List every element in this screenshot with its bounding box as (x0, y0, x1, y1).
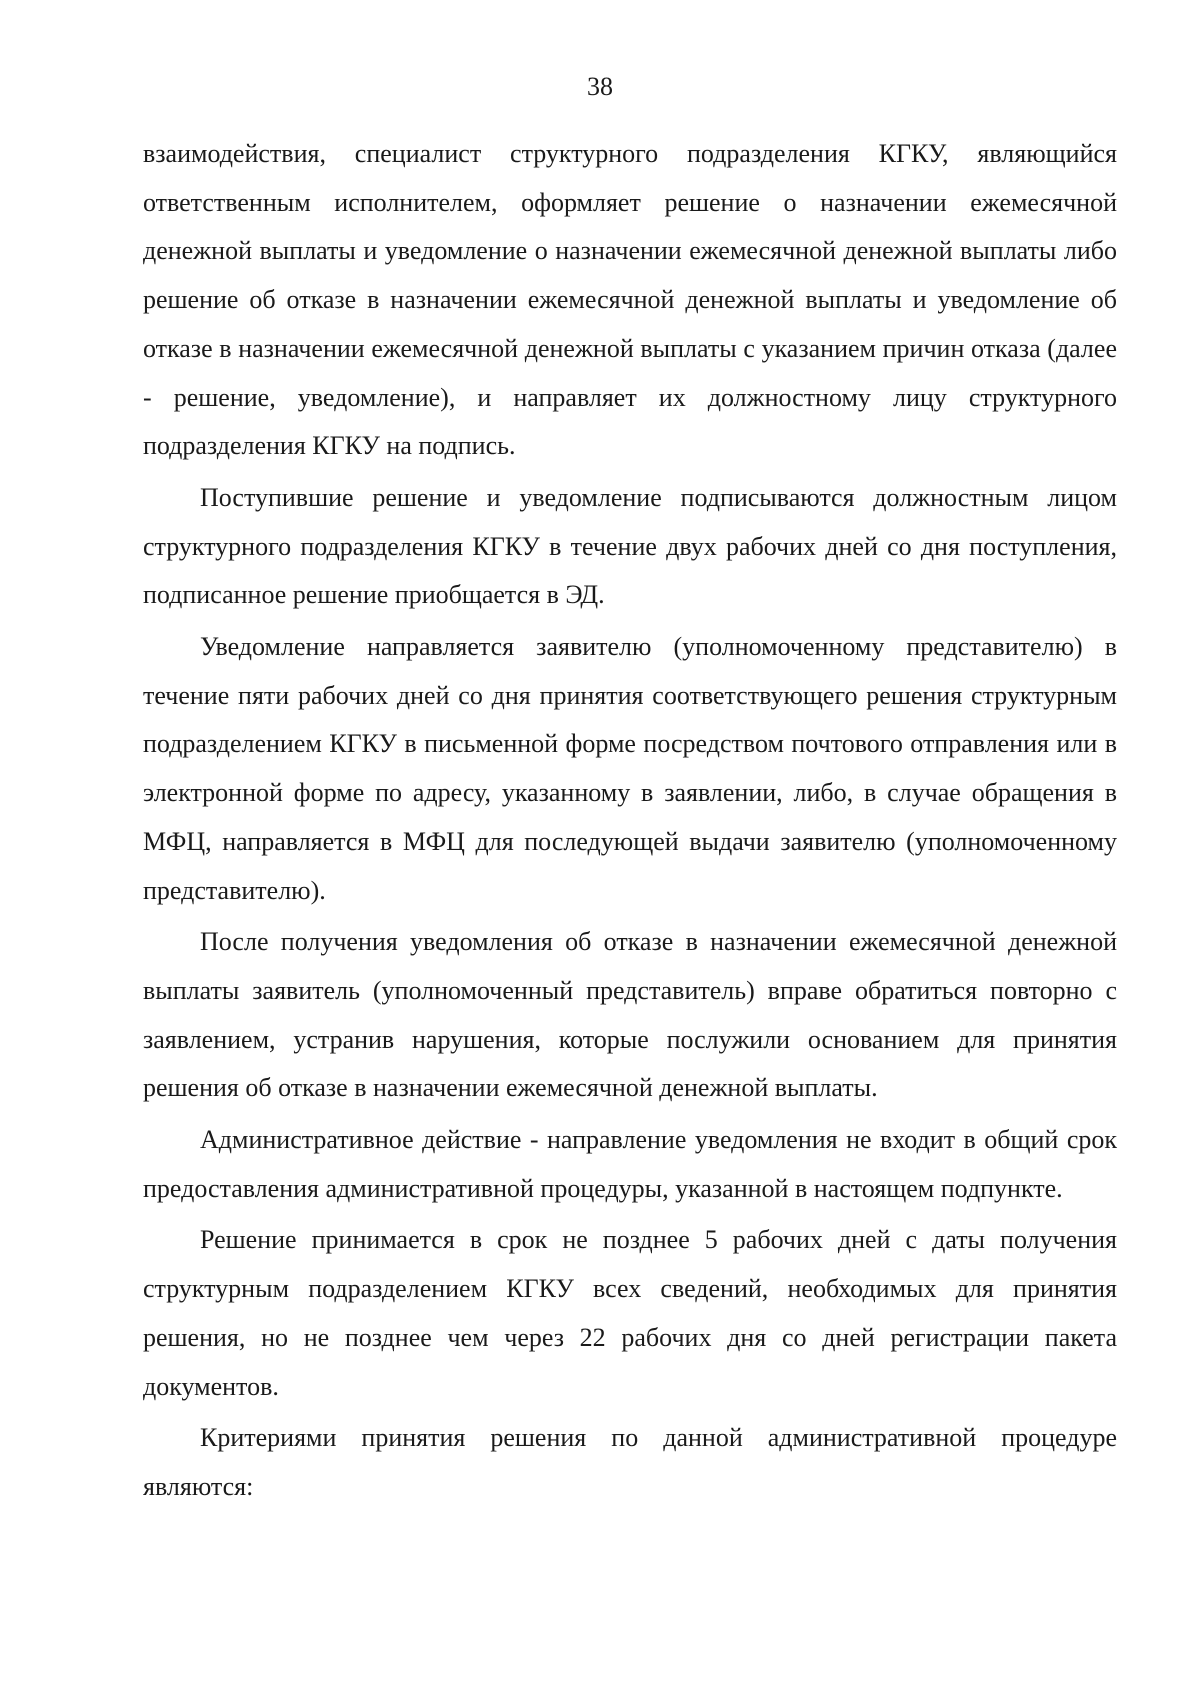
paragraph: Поступившие решение и уведомление подписываются должностным лицом структурного подразделения КГКУ в течение двух рабочих дней со дня поступления, подписанное решение приобщается в ЭД. (143, 482, 1117, 610)
paragraph: Критериями принятия решения по данной административной процедуре являются: (143, 1423, 1117, 1501)
paragraph: Уведомление направляется заявителю (уполномоченному представителю) в течение пяти рабочих дней со дня принятия соответствующего решения структурным подразделением КГКУ в письменной форме посредством почтового отправления или в электронной форме по адресу, указанному в заявлении, либо, в случае обращения в МФЦ, направляется в МФЦ для последующей выдачи заявителю (уполномоченному представителю). (143, 632, 1117, 905)
document-body (143, 130, 1117, 1512)
paragraph: Решение принимается в срок не позднее 5 рабочих дней с даты получения структурным подразделением КГКУ всех сведений, необходимых для принятия решения, но не позднее чем через 22 рабочих дня со дней регистрации пакета документов. (143, 1225, 1117, 1401)
paragraph: После получения уведомления об отказе в назначении ежемесячной денежной выплаты заявитель (уполномоченный представитель) вправе обратиться повторно с заявлением, устранив нарушения, которые послужили основанием для принятия решения об отказе в назначении ежемесячной денежной выплаты. (143, 927, 1117, 1103)
paragraph: взаимодействия, специалист структурного подразделения КГКУ, являющийся ответственным исполнителем, оформляет решение о назначении ежемесячной денежной выплаты и уведомление о назначении ежемесячной денежной выплаты либо решение об отказе в назначении ежемесячной денежной выплаты и уведомление об отказе в назначении ежемесячной денежной выплаты с указанием причин отказа (далее - решение, уведомление), и направляет их должностному лицу структурного подразделения КГКУ на подпись. (143, 139, 1117, 461)
paragraph: Административное действие - направление уведомления не входит в общий срок предоставления административной процедуры, указанной в настоящем подпункте. (143, 1125, 1117, 1203)
page-number: 38 (587, 72, 613, 101)
